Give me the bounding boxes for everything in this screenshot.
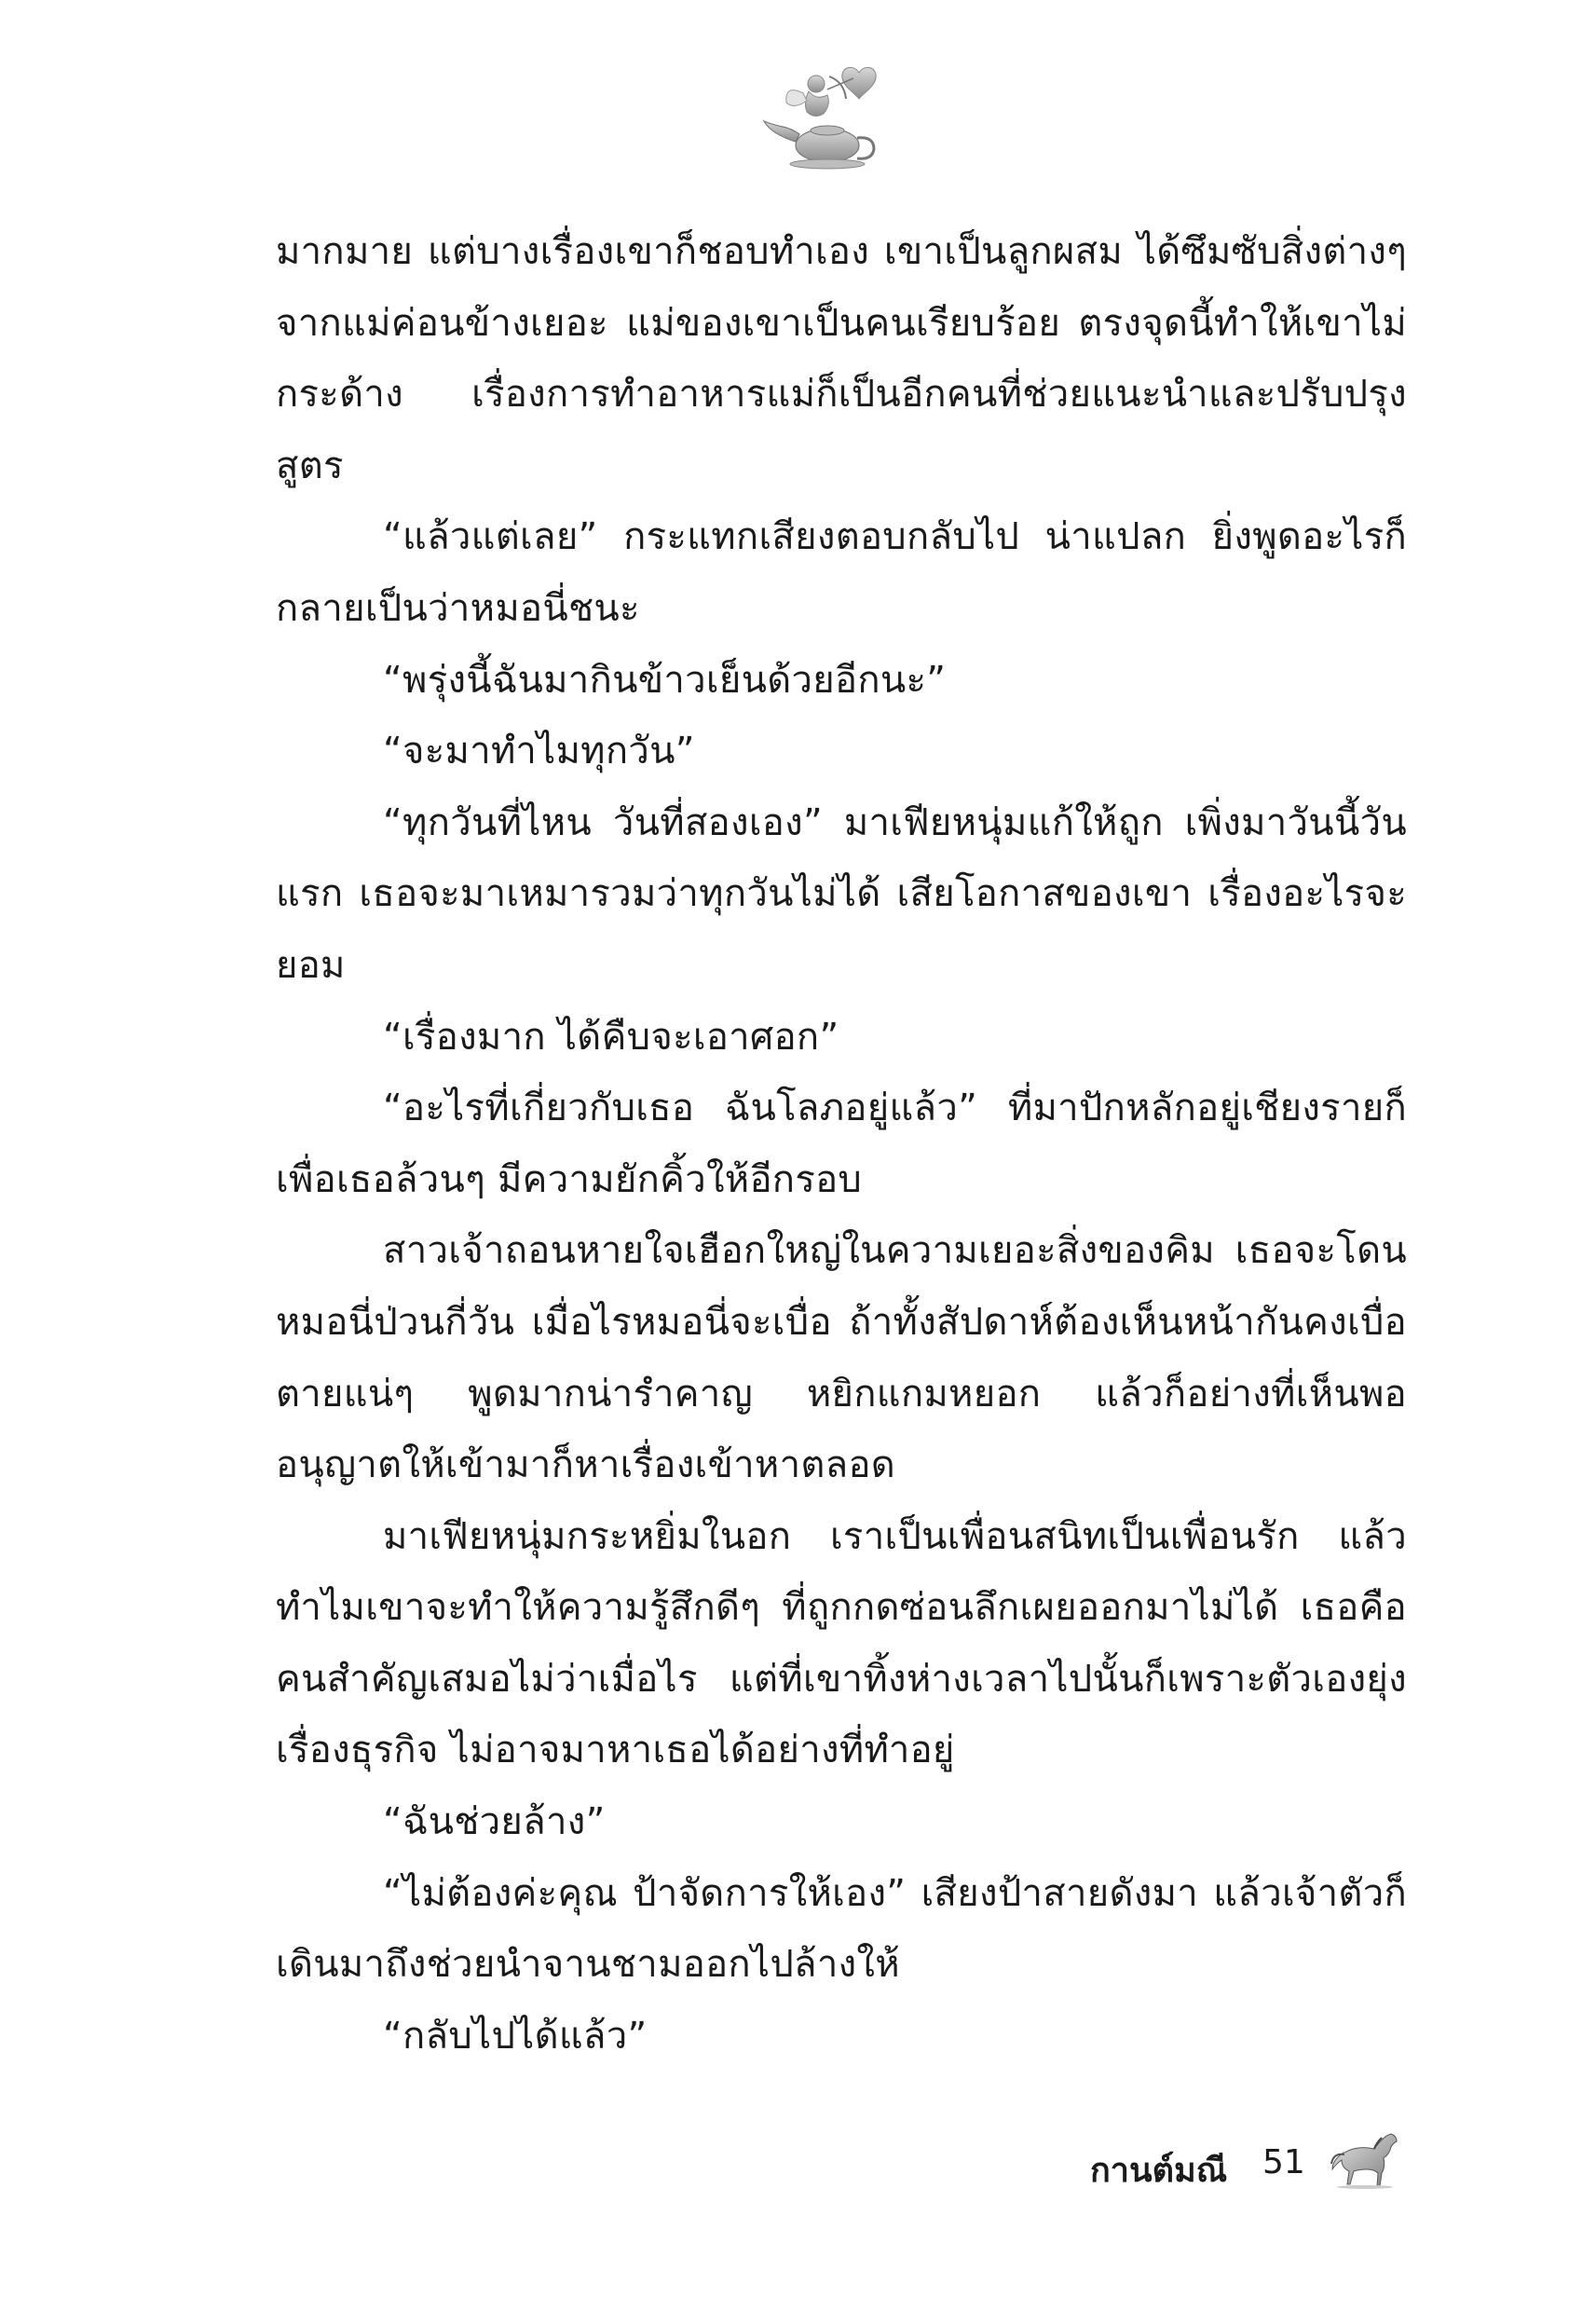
paragraph: “พรุ่งนี้ฉันมากินข้าวเย็นด้วยอีกนะ”	[383, 658, 947, 702]
paragraph: มากมาย แต่บางเรื่องเขาก็ชอบทำเอง เขาเป็นลูกผสม ได้ซึมซับสิ่งต่างๆ จากแม่ค่อนข้างเยอะ แม่ของเขาเป็นคนเรียบร้อย ตรงจุดนี้ทำให้เขาไม่กระด้าง เรื่องการทำอาหารแม่ก็เป็นอีกคนที่ช่วยแนะนำและปรับปรุงสูตร	[276, 230, 1407, 487]
paragraph: “เรื่องมาก ได้คืบจะเอาศอก”	[383, 1015, 839, 1059]
paragraph: “กลับไปได้แล้ว”	[383, 2014, 648, 2058]
paragraph: “อะไรที่เกี่ยวกับเธอ ฉันโลภอยู่แล้ว” ที่มาปักหลักอยู่เชียงรายก็เพื่อเธอล้วนๆ มีความยักคิ้วให้อีกรอบ	[276, 1087, 1407, 1201]
paragraph: สาวเจ้าถอนหายใจเฮือกใหญ่ในความเยอะสิ่งของคิม เธอจะโดนหมอนี่ป่วนกี่วัน เมื่อไรหมอนี่จะเบื่อ ถ้าทั้งสัปดาห์ต้องเห็นหน้ากันคงเบื่อตายแน่ๆ พูดมากน่ารำคาญ หยิกแกมหยอก แล้วก็อย่างที่เห็นพออนุญาตให้เข้ามาก็หาเรื่องเข้าหาตลอด	[276, 1229, 1407, 1487]
cupid-teapot-ornament-icon	[755, 56, 894, 177]
paragraph: “แล้วแต่เลย” กระแทกเสียงตอบกลับไป น่าแปลก ยิ่งพูดอะไรก็กลายเป็นว่าหมอนี่ชนะ	[276, 515, 1407, 630]
page-number: 51	[1262, 2143, 1305, 2181]
book-title: กานต์มณี	[1090, 2152, 1228, 2190]
page-footer	[1081, 2125, 1435, 2199]
paragraph: “ไม่ต้องค่ะคุณ ป้าจัดการให้เอง” เสียงป้าสายดังมา แล้วเจ้าตัวก็เดินมาถึงช่วยนำจานชามออกไปล้างให้	[276, 1871, 1407, 1987]
body-text	[276, 216, 1407, 2072]
horse-icon	[1328, 2128, 1402, 2190]
paragraph: มาเฟียหนุ่มกระหยิ่มในอก เราเป็นเพื่อนสนิทเป็นเพื่อนรัก แล้วทำไมเขาจะทำให้ความรู้สึกดีๆ ที่ถูกกดซ่อนลึกเผยออกมาไม่ได้ เธอคือคนสำคัญเสมอไม่ว่าเมื่อไร แต่ที่เขาทิ้งห่างเวลาไปนั้นก็เพราะตัวเองยุ่งเรื่องธุรกิจ ไม่อาจมาหาเธอได้อย่างที่ทำอยู่	[276, 1514, 1407, 1772]
paragraph: “จะมาทำไมทุกวัน”	[383, 730, 695, 773]
paragraph: “ทุกวันที่ไหน วันที่สองเอง” มาเฟียหนุ่มแก้ให้ถูก เพิ่งมาวันนี้วันแรก เธอจะมาเหมารวมว่าทุกวันไม่ได้ เสียโอกาสของเขา เรื่องอะไรจะยอม	[276, 800, 1407, 987]
paragraph: “ฉันช่วยล้าง”	[383, 1800, 606, 1844]
